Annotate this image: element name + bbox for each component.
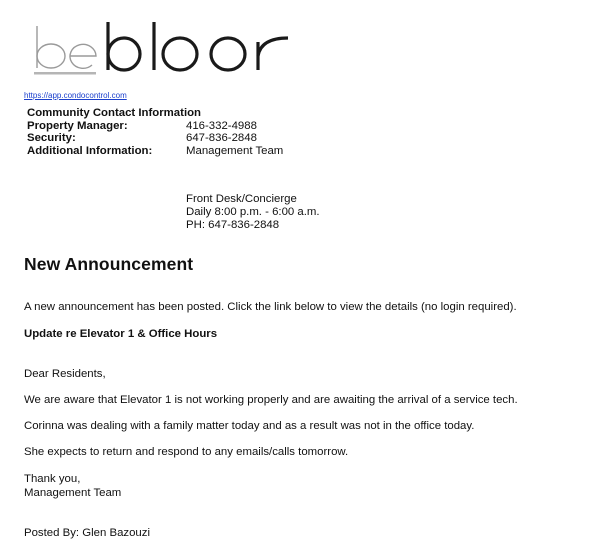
contact-row-additional-info: [27, 145, 283, 158]
signoff-line: Thank you,: [24, 473, 81, 485]
bebloor-logo: [30, 18, 300, 82]
announcement-heading: New Announcement: [24, 254, 194, 274]
contact-value: 647-836-2848: [186, 132, 257, 144]
contact-label: Property Manager:: [27, 119, 128, 132]
concierge-line: Daily 8:00 p.m. - 6:00 a.m.: [186, 206, 320, 218]
contact-row-property-manager: [27, 120, 283, 133]
concierge-line: PH: 647-836-2848: [186, 219, 280, 231]
body-paragraph: She expects to return and respond to any emails/calls tomorrow.: [24, 446, 349, 458]
posted-by: Posted By: Glen Bazouzi: [24, 527, 150, 539]
greeting: Dear Residents,: [24, 368, 106, 380]
body-paragraph: Corinna was dealing with a family matter today and as a result was not in the office today.: [24, 420, 475, 432]
signoff-line: Management Team: [24, 487, 122, 499]
announcement-subject[interactable]: Update re Elevator 1 & Office Hours: [24, 328, 218, 340]
contact-value: Management Team: [186, 144, 284, 157]
contact-value: 416-332-4988: [186, 119, 257, 132]
contact-row-security: [27, 132, 283, 145]
concierge-info: [186, 193, 320, 232]
body-paragraph: We are aware that Elevator 1 is not working properly and are awaiting the arrival of a service tech.: [24, 394, 518, 406]
contact-title: Community Contact Information: [27, 107, 202, 119]
contact-label: Additional Information:: [27, 144, 153, 157]
concierge-line: Front Desk/Concierge: [186, 193, 297, 205]
contact-info: [27, 107, 283, 157]
announcement-intro: A new announcement has been posted. Click the link below to view the details (no login required).: [24, 301, 517, 313]
bebloor-logo-mark: [30, 18, 300, 82]
contact-label: Security:: [27, 132, 76, 144]
condocontrol-link[interactable]: https://app.condocontrol.com: [24, 91, 127, 100]
